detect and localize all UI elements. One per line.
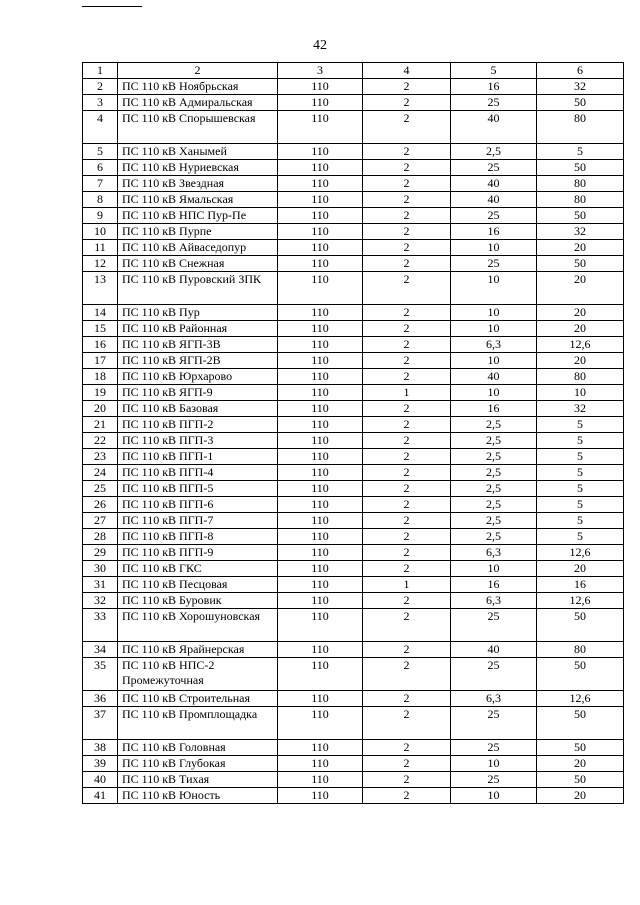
table-row: [83, 513, 624, 529]
table-row: [83, 561, 624, 577]
table-row: [83, 497, 624, 513]
col-6-total-power: 5: [537, 513, 624, 529]
table-row: [83, 593, 624, 609]
table-row: [83, 176, 624, 192]
col-3-voltage: 110: [278, 144, 363, 160]
col-1-number: 41: [83, 788, 118, 804]
col-6-total-power: 5: [537, 144, 624, 160]
col-3-voltage: 110: [278, 79, 363, 95]
col-3-voltage: 110: [278, 740, 363, 756]
col-2-substation: ПС 110 кВ Нуриевская: [118, 160, 278, 176]
col-5-power: 2,5: [451, 417, 537, 433]
col-4-transformers: 2: [363, 481, 451, 497]
col-6-total-power: 5: [537, 529, 624, 545]
col-5-power: 25: [451, 740, 537, 756]
col-2-substation: ПС 110 кВ Тихая: [118, 772, 278, 788]
col-2-substation: ПС 110 кВ НПС-2 Промежуточная: [118, 658, 278, 691]
col-4-transformers: 2: [363, 545, 451, 561]
col-4-transformers: 2: [363, 691, 451, 707]
col-2-substation: ПС 110 кВ Адмиральская: [118, 95, 278, 111]
col-4-transformers: 2: [363, 513, 451, 529]
col-1-number: 21: [83, 417, 118, 433]
col-5-power: 16: [451, 224, 537, 240]
col-6-total-power: 80: [537, 192, 624, 208]
table-row: [83, 256, 624, 272]
table-row: [83, 577, 624, 593]
page-number: 42: [313, 38, 327, 53]
col-1-number: 33: [83, 609, 118, 642]
col-3-voltage: 110: [278, 593, 363, 609]
col-4-transformers: 2: [363, 79, 451, 95]
col-4-transformers: 2: [363, 465, 451, 481]
col-2-substation: ПС 110 кВ Пур: [118, 305, 278, 321]
col-3-voltage: 110: [278, 417, 363, 433]
col-2-substation: ПС 110 кВ ЯГП-2В: [118, 353, 278, 369]
col-2-substation: ПС 110 кВ Снежная: [118, 256, 278, 272]
col-5-power: 2,5: [451, 481, 537, 497]
col-2-substation: ПС 110 кВ Глубокая: [118, 756, 278, 772]
col-1-number: 10: [83, 224, 118, 240]
col-3-voltage: 110: [278, 756, 363, 772]
col-1-number: 25: [83, 481, 118, 497]
table-row: [83, 224, 624, 240]
col-1-number: 22: [83, 433, 118, 449]
table-row: [83, 449, 624, 465]
col-4-transformers: 2: [363, 609, 451, 642]
col-4-transformers: 2: [363, 497, 451, 513]
col-4-transformers: 2: [363, 740, 451, 756]
col-2-substation: ПС 110 кВ Ноябрьская: [118, 79, 278, 95]
col-5-power: 2,5: [451, 513, 537, 529]
col-1-number: 30: [83, 561, 118, 577]
col-6-total-power: 12,6: [537, 545, 624, 561]
col-1-number: 24: [83, 465, 118, 481]
col-3-voltage: 110: [278, 321, 363, 337]
col-3-voltage: 110: [278, 111, 363, 144]
col-3-voltage: 110: [278, 208, 363, 224]
col-6-total-power: 12,6: [537, 337, 624, 353]
col-6-total-power: 20: [537, 272, 624, 305]
col-5-power: 10: [451, 788, 537, 804]
col-6-total-power: 5: [537, 465, 624, 481]
col-3-voltage: 110: [278, 95, 363, 111]
table-row: [83, 321, 624, 337]
col-1-number: 23: [83, 449, 118, 465]
col-2-substation: ПС 110 кВ ПГП-2: [118, 417, 278, 433]
col-3-voltage: 110: [278, 192, 363, 208]
table-row: [83, 740, 624, 756]
col-3-voltage: 110: [278, 305, 363, 321]
col-5-power: 25: [451, 658, 537, 691]
col-6-total-power: 80: [537, 369, 624, 385]
col-2-substation: ПС 110 кВ ПГП-7: [118, 513, 278, 529]
col-6-total-power: 12,6: [537, 593, 624, 609]
col-5-power: 6,3: [451, 545, 537, 561]
col-5-power: 2,5: [451, 529, 537, 545]
col-4-transformers: 2: [363, 561, 451, 577]
col-4-transformers: 2: [363, 192, 451, 208]
col-5-power: 25: [451, 256, 537, 272]
col-1-number: 35: [83, 658, 118, 691]
col-2-substation: ПС 110 кВ ЯГП-9: [118, 385, 278, 401]
col-4-transformers: 2: [363, 95, 451, 111]
col-6-total-power: 80: [537, 642, 624, 658]
col-4-transformers: 2: [363, 642, 451, 658]
col-5-power: 10: [451, 240, 537, 256]
col-4-transformers: 2: [363, 369, 451, 385]
col-2-substation: ПС 110 кВ Звездная: [118, 176, 278, 192]
col-6-total-power: 32: [537, 79, 624, 95]
col-4-transformers: 2: [363, 256, 451, 272]
col-1-number: 28: [83, 529, 118, 545]
table-row: [83, 369, 624, 385]
col-2-substation: ПС 110 кВ Буровик: [118, 593, 278, 609]
col-5-power: 40: [451, 176, 537, 192]
col-3-voltage: 110: [278, 561, 363, 577]
col-5-power: 6,3: [451, 593, 537, 609]
col-4-transformers: 2: [363, 353, 451, 369]
col-2-substation: ПС 110 кВ Пурпе: [118, 224, 278, 240]
col-6-total-power: 20: [537, 756, 624, 772]
col-5-power: 10: [451, 305, 537, 321]
table-row: [83, 401, 624, 417]
col-4-transformers: 2: [363, 272, 451, 305]
col-5-power: 16: [451, 79, 537, 95]
col-1-number: 34: [83, 642, 118, 658]
col-2-substation: ПС 110 кВ ПГП-9: [118, 545, 278, 561]
header-cell-3: 3: [278, 63, 363, 79]
col-2-substation: ПС 110 кВ ПГП-1: [118, 449, 278, 465]
col-1-number: 39: [83, 756, 118, 772]
col-3-voltage: 110: [278, 642, 363, 658]
col-1-number: 31: [83, 577, 118, 593]
col-5-power: 25: [451, 208, 537, 224]
col-1-number: 16: [83, 337, 118, 353]
col-1-number: 4: [83, 111, 118, 144]
col-3-voltage: 110: [278, 369, 363, 385]
table-row: [83, 160, 624, 176]
col-3-voltage: 110: [278, 691, 363, 707]
col-2-substation: ПС 110 кВ НПС Пур-Пе: [118, 208, 278, 224]
col-6-total-power: 5: [537, 497, 624, 513]
col-5-power: 40: [451, 642, 537, 658]
col-1-number: 27: [83, 513, 118, 529]
col-3-voltage: 110: [278, 465, 363, 481]
col-6-total-power: 20: [537, 788, 624, 804]
col-1-number: 7: [83, 176, 118, 192]
col-2-substation: ПС 110 кВ Промплощадка: [118, 707, 278, 740]
col-1-number: 13: [83, 272, 118, 305]
table-row: [83, 481, 624, 497]
col-4-transformers: 2: [363, 321, 451, 337]
col-4-transformers: 2: [363, 433, 451, 449]
col-6-total-power: 50: [537, 609, 624, 642]
substations-table: [82, 62, 624, 804]
col-2-substation: ПС 110 кВ ПГП-3: [118, 433, 278, 449]
col-6-total-power: 20: [537, 561, 624, 577]
col-4-transformers: 2: [363, 529, 451, 545]
table-row: [83, 772, 624, 788]
col-5-power: 6,3: [451, 691, 537, 707]
col-1-number: 32: [83, 593, 118, 609]
col-3-voltage: 110: [278, 337, 363, 353]
col-2-substation: ПС 110 кВ Пуровский ЗПК: [118, 272, 278, 305]
col-3-voltage: 110: [278, 658, 363, 691]
col-2-substation: ПС 110 кВ Строительная: [118, 691, 278, 707]
col-4-transformers: 2: [363, 756, 451, 772]
table-row: [83, 529, 624, 545]
col-5-power: 40: [451, 111, 537, 144]
col-6-total-power: 5: [537, 449, 624, 465]
col-4-transformers: 2: [363, 401, 451, 417]
col-4-transformers: 2: [363, 593, 451, 609]
col-5-power: 25: [451, 772, 537, 788]
col-1-number: 9: [83, 208, 118, 224]
col-4-transformers: 2: [363, 707, 451, 740]
col-2-substation: ПС 110 кВ Головная: [118, 740, 278, 756]
col-6-total-power: 50: [537, 772, 624, 788]
col-3-voltage: 110: [278, 160, 363, 176]
col-5-power: 25: [451, 95, 537, 111]
col-2-substation: ПС 110 кВ ПГП-6: [118, 497, 278, 513]
col-5-power: 25: [451, 160, 537, 176]
col-3-voltage: 110: [278, 513, 363, 529]
col-2-substation: ПС 110 кВ Юрхарово: [118, 369, 278, 385]
col-1-number: 20: [83, 401, 118, 417]
col-2-substation: ПС 110 кВ Спорышевская: [118, 111, 278, 144]
col-1-number: 2: [83, 79, 118, 95]
col-1-number: 19: [83, 385, 118, 401]
col-1-number: 6: [83, 160, 118, 176]
header-cell-5: 5: [451, 63, 537, 79]
col-3-voltage: 110: [278, 176, 363, 192]
table-row: [83, 417, 624, 433]
col-6-total-power: 5: [537, 433, 624, 449]
col-6-total-power: 50: [537, 208, 624, 224]
col-4-transformers: 2: [363, 658, 451, 691]
col-2-substation: ПС 110 кВ ПГП-4: [118, 465, 278, 481]
col-5-power: 2,5: [451, 497, 537, 513]
col-3-voltage: 110: [278, 224, 363, 240]
col-1-number: 18: [83, 369, 118, 385]
col-6-total-power: 32: [537, 401, 624, 417]
col-4-transformers: 2: [363, 144, 451, 160]
col-3-voltage: 110: [278, 272, 363, 305]
col-2-substation: ПС 110 кВ Юность: [118, 788, 278, 804]
col-5-power: 10: [451, 272, 537, 305]
col-5-power: 10: [451, 385, 537, 401]
table-row: [83, 658, 624, 691]
col-6-total-power: 50: [537, 256, 624, 272]
col-6-total-power: 20: [537, 305, 624, 321]
table-row: [83, 465, 624, 481]
header-cell-2: 2: [118, 63, 278, 79]
col-5-power: 25: [451, 707, 537, 740]
col-3-voltage: 110: [278, 401, 363, 417]
table-row: [83, 642, 624, 658]
header-cell-4: 4: [363, 63, 451, 79]
col-6-total-power: 50: [537, 160, 624, 176]
col-5-power: 10: [451, 756, 537, 772]
table-row: [83, 691, 624, 707]
col-6-total-power: 5: [537, 417, 624, 433]
col-3-voltage: 110: [278, 788, 363, 804]
col-4-transformers: 1: [363, 577, 451, 593]
col-2-substation: ПС 110 кВ Песцовая: [118, 577, 278, 593]
table-row: [83, 337, 624, 353]
col-5-power: 2,5: [451, 465, 537, 481]
table-header-row: [83, 63, 624, 79]
col-2-substation: ПС 110 кВ Ярайнерская: [118, 642, 278, 658]
col-4-transformers: 2: [363, 111, 451, 144]
col-3-voltage: 110: [278, 609, 363, 642]
col-6-total-power: 10: [537, 385, 624, 401]
col-1-number: 3: [83, 95, 118, 111]
col-2-substation: ПС 110 кВ Айваседопур: [118, 240, 278, 256]
table-row: [83, 208, 624, 224]
table-row: [83, 433, 624, 449]
col-1-number: 40: [83, 772, 118, 788]
table-row: [83, 385, 624, 401]
col-4-transformers: 2: [363, 337, 451, 353]
col-5-power: 25: [451, 609, 537, 642]
table-row: [83, 788, 624, 804]
table-row: [83, 305, 624, 321]
col-6-total-power: 50: [537, 740, 624, 756]
col-1-number: 14: [83, 305, 118, 321]
table-row: [83, 79, 624, 95]
col-2-substation: ПС 110 кВ Районная: [118, 321, 278, 337]
col-4-transformers: 2: [363, 208, 451, 224]
col-6-total-power: 20: [537, 353, 624, 369]
table-row: [83, 756, 624, 772]
col-3-voltage: 110: [278, 545, 363, 561]
col-4-transformers: 2: [363, 176, 451, 192]
col-6-total-power: 20: [537, 240, 624, 256]
col-1-number: 26: [83, 497, 118, 513]
col-1-number: 36: [83, 691, 118, 707]
col-4-transformers: 1: [363, 385, 451, 401]
col-5-power: 10: [451, 353, 537, 369]
col-3-voltage: 110: [278, 240, 363, 256]
col-6-total-power: 32: [537, 224, 624, 240]
col-5-power: 16: [451, 401, 537, 417]
col-3-voltage: 110: [278, 529, 363, 545]
col-2-substation: ПС 110 кВ ПГП-8: [118, 529, 278, 545]
col-4-transformers: 2: [363, 160, 451, 176]
top-rule: [82, 6, 142, 7]
col-6-total-power: 80: [537, 176, 624, 192]
col-5-power: 10: [451, 561, 537, 577]
col-6-total-power: 16: [537, 577, 624, 593]
col-6-total-power: 20: [537, 321, 624, 337]
table-row: [83, 144, 624, 160]
col-4-transformers: 2: [363, 240, 451, 256]
table-row: [83, 240, 624, 256]
table-row: [83, 111, 624, 144]
col-2-substation: ПС 110 кВ ГКС: [118, 561, 278, 577]
col-3-voltage: 110: [278, 256, 363, 272]
col-1-number: 11: [83, 240, 118, 256]
col-1-number: 17: [83, 353, 118, 369]
col-2-substation: ПС 110 кВ Ямальская: [118, 192, 278, 208]
table-row: [83, 707, 624, 740]
col-2-substation: ПС 110 кВ Ханымей: [118, 144, 278, 160]
col-6-total-power: 12,6: [537, 691, 624, 707]
table-row: [83, 192, 624, 208]
col-4-transformers: 2: [363, 305, 451, 321]
col-3-voltage: 110: [278, 707, 363, 740]
col-2-substation: ПС 110 кВ ЯГП-3В: [118, 337, 278, 353]
col-1-number: 37: [83, 707, 118, 740]
col-4-transformers: 2: [363, 449, 451, 465]
table-body: [83, 63, 624, 804]
col-6-total-power: 50: [537, 95, 624, 111]
col-5-power: 2,5: [451, 449, 537, 465]
col-3-voltage: 110: [278, 481, 363, 497]
col-5-power: 40: [451, 369, 537, 385]
col-4-transformers: 2: [363, 772, 451, 788]
col-5-power: 2,5: [451, 144, 537, 160]
table-row: [83, 353, 624, 369]
col-6-total-power: 50: [537, 658, 624, 691]
col-5-power: 10: [451, 321, 537, 337]
col-1-number: 5: [83, 144, 118, 160]
col-2-substation: ПС 110 кВ Базовая: [118, 401, 278, 417]
col-6-total-power: 5: [537, 481, 624, 497]
col-5-power: 16: [451, 577, 537, 593]
table-row: [83, 545, 624, 561]
col-4-transformers: 2: [363, 224, 451, 240]
col-3-voltage: 110: [278, 385, 363, 401]
col-2-substation: ПС 110 кВ ПГП-5: [118, 481, 278, 497]
col-1-number: 38: [83, 740, 118, 756]
col-1-number: 15: [83, 321, 118, 337]
table-row: [83, 609, 624, 642]
col-3-voltage: 110: [278, 772, 363, 788]
col-4-transformers: 2: [363, 417, 451, 433]
col-2-substation: ПС 110 кВ Хорошуновская: [118, 609, 278, 642]
header-cell-1: 1: [83, 63, 118, 79]
col-5-power: 40: [451, 192, 537, 208]
col-3-voltage: 110: [278, 353, 363, 369]
col-6-total-power: 50: [537, 707, 624, 740]
col-3-voltage: 110: [278, 433, 363, 449]
col-5-power: 6,3: [451, 337, 537, 353]
col-1-number: 29: [83, 545, 118, 561]
col-3-voltage: 110: [278, 497, 363, 513]
col-6-total-power: 80: [537, 111, 624, 144]
col-5-power: 2,5: [451, 433, 537, 449]
table-row: [83, 272, 624, 305]
col-1-number: 12: [83, 256, 118, 272]
col-1-number: 8: [83, 192, 118, 208]
col-3-voltage: 110: [278, 449, 363, 465]
col-3-voltage: 110: [278, 577, 363, 593]
table-row: [83, 95, 624, 111]
header-cell-6: 6: [537, 63, 624, 79]
col-4-transformers: 2: [363, 788, 451, 804]
